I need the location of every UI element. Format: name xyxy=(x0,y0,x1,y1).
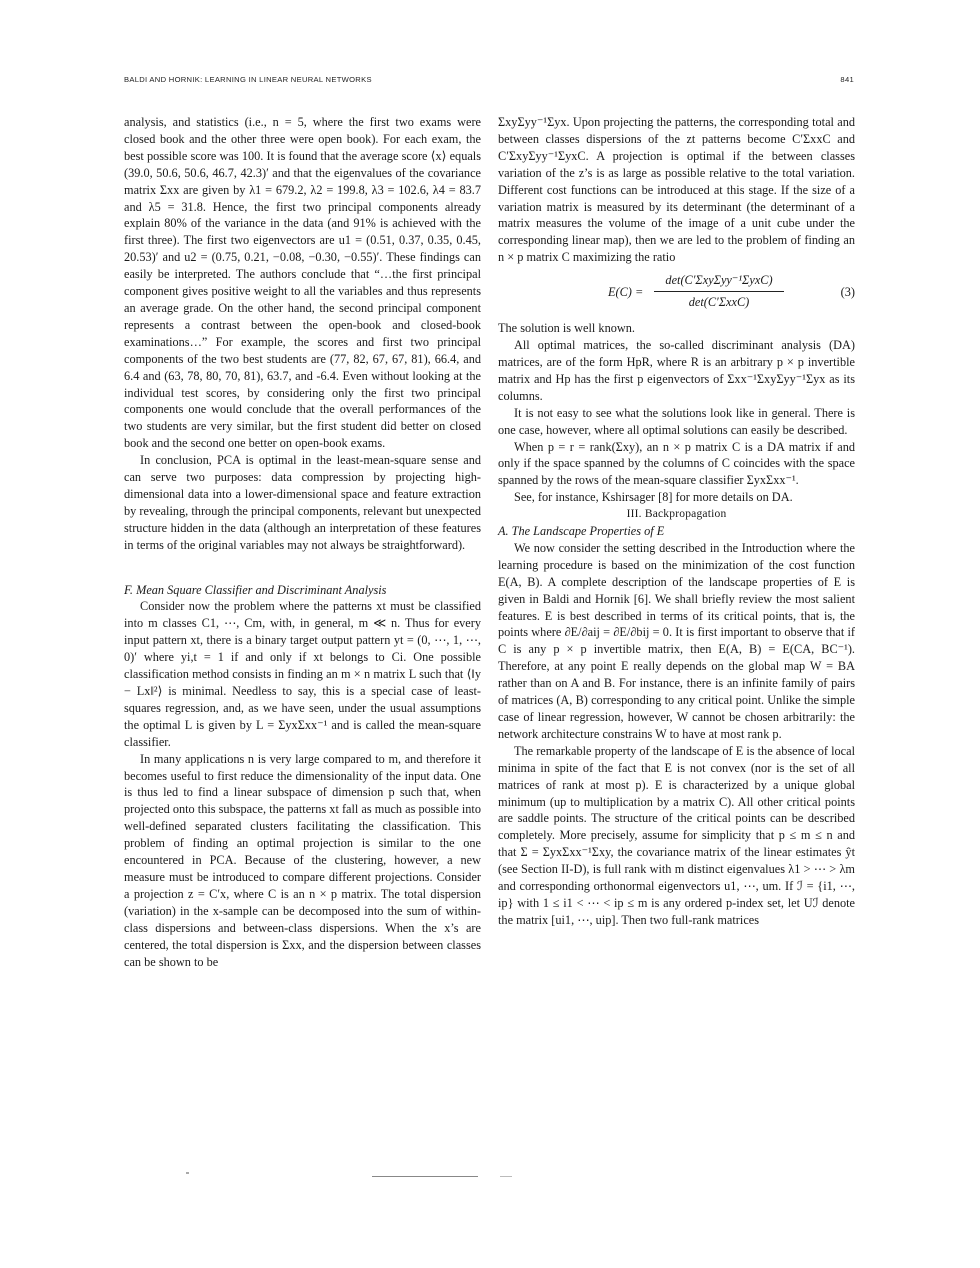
paragraph: ΣxyΣyy⁻¹Σyx. Upon projecting the patterns, the corresponding total and between classes dispersions of the zt patterns become C′ΣxxC and C′ΣxyΣyy⁻¹ΣyxC. A projection is optimal if the between classes variation of the z’s is as large as possible relative to the total variation. Different cost functions can be introduced at this stage. If the size of a variation matrix is measured by its determinant (the determinant of a matrix measures the volume of the image of a unit cube under the corresponding linear map), then we are led to the problem of finding an n × p matrix C maximizing the ratio xyxy=(498,115,855,265)
paragraph: In many applications n is very large compared to m, and therefore it becomes useful to first reduce the dimensionality of the input data. One is thus led to find a linear subspace of dimension p such that, when projected onto this subspace, the patterns xt fall as much as possible into well-defined separated clusters facilitating the classification. This problem of finding an optimal projection is similar to the one encountered in PCA. Because of the clustering, however, a new measure must be introduced to compare different projections. Consider a projection z = C′x, where C is an n × p matrix. The total dispersion (variation) in the x-sample can be decomposed into the sum of within-class dispersions and between-class dispersions. When the x’s are centered, the total dispersion is Σxx, and the dispersion between classes can be shown to be xyxy=(124,751,481,969)
paragraph: All optimal matrices, the so-called discriminant analysis (DA) matrices, are of the form HpR, where R is an arbitrary p × p invertible matrix and Hp has the first p eigenvectors of Σxx⁻¹ΣxyΣyy⁻¹Σyx as its columns. xyxy=(498,338,855,403)
equation-lhs: E(C) = xyxy=(608,285,644,300)
scan-artifact xyxy=(186,1172,189,1174)
equation-denominator: det(C′ΣxxC) xyxy=(688,295,750,310)
paragraph: analysis, and statistics (i.e., n = 5, where the first two exams were closed book and the other three were open book). For each exam, the best possible score was 100. It is found that the average score ⟨x⟩ equals (39.0, 50.6, 50.6, 46.7, 42.3)′ and that the eigenvalues of the covariance matrix Σxx are given by λ1 = 679.2, λ2 = 199.8, λ3 = 102.6, λ4 = 83.7 and λ5 = 31.8. Hence, the first two principal components already explain 80% of the variance in the data (and 91% is achieved with the first three). The first two eigenvectors are u1 = (0.51, 0.37, 0.35, 0.45, 20.53)′ and u2 = (0.75, 0.21, −0.08, −0.30, −0.55)′. These findings can easily be interpreted. The authors conclude that “…the first principal component gives positive weight to all the variables and thus represents an average grade. On the other hand, the second principal component represents a contrast between the open-book and closed-book examinations…” For example, the scores and first two principal components of the two best students are (77, 82, 67, 67, 81), 66.4, and 6.4 and (63, 78, 80, 70, 81), 63.7, and -6.4. Even without looking at the individual test scores, by considering only the first two principal components one would conclude that the overall performances of the two students are very similar, but the first student did better on closed book and the second one better on open-book exams. xyxy=(124,115,481,451)
left-column xyxy=(124,114,481,970)
equation-numerator: det(C′ΣxyΣyy⁻¹ΣyxC) xyxy=(654,272,784,292)
paragraph: See, for instance, Kshirsager [8] for more details on DA. xyxy=(514,490,793,505)
paragraph: When p = r = rank(Σxy), an n × p matrix C is a DA matrix if and only if the space spanned by the columns of C coincides with the space spanned by the rows of the mean-square classifier ΣyxΣxx⁻¹. xyxy=(498,439,855,488)
right-column xyxy=(498,114,855,929)
equation-number: (3) xyxy=(840,285,855,300)
subsection-heading: A. The Landscape Properties of E xyxy=(498,524,665,539)
equation-fraction xyxy=(654,272,784,311)
equation-3 xyxy=(498,272,855,316)
paragraph: It is not easy to see what the solutions look like in general. There is one case, however, where all optimal solutions can easily be described. xyxy=(498,405,855,437)
section-heading: III. Backpropagation xyxy=(626,508,727,521)
paragraph: Consider now the problem where the patterns xt must be classified into m classes C1, ⋯, Cm, with, in general, m ≪ n. Thus for every input pattern xt, there is a binary target output pattern yt = (0, ⋯, 1, ⋯, 0)′ where yi,t = 1 if and only if xt belongs to Ci. One possible classification method consists in finding an m × n matrix L such that ⟨‖y − Lx‖²⟩ is minimal. Needless to say, this is a special case of least-squares regression, and, as we have seen, under the usual assumptions the optimal L is given by L = ΣyxΣxx⁻¹ and is called the mean-square classifier. xyxy=(124,599,481,749)
footer-rule xyxy=(372,1176,478,1177)
paragraph: The solution is well known. xyxy=(498,321,635,336)
running-header xyxy=(124,75,856,91)
spacer xyxy=(124,554,481,582)
running-title: BALDI AND HORNIK: LEARNING IN LINEAR NEURAL NETWORKS xyxy=(124,75,372,84)
scan-artifact xyxy=(500,1176,512,1177)
paragraph: We now consider the setting described in the Introduction where the learning procedure is based on the minimization of the cost function E(A, B). A complete description of the landscape properties of E is given in Baldi and Hornik [6]. We shall briefly review the most salient features. E is best described in terms of its critical points, that is, the points where ∂E/∂aij = ∂E/∂bij = 0. It is first important to observe that if C is any p × p invertible matrix, then E(A, B) = E(CA, BC⁻¹). Therefore, at any point E really depends on the global map W = BA rather than on A and B. For instance, there is an infinite family of pairs of matrices (A, B) corresponding to any critical point. Unlike the simple case of linear regression, however, W cannot be chosen arbitrarily: the network architecture constrains W to have at most rank p. xyxy=(498,540,855,741)
paragraph: The remarkable property of the landscape of E is the absence of local minima in spite of the fact that E is not convex (nor is the set of all matrices of rank at most p). E is characterized by a unique global minimum (up to multiplication by a matrix C). All other critical points are saddle points. The structure of the critical points can be described completely. More precisely, assume for simplicity that p ≤ m ≤ n and that Σ = ΣyxΣxx⁻¹Σxy, the covariance matrix of the linear estimates ŷt (see Section II-D), is full rank with m distinct eigenvalues λ1 > ⋯ > λm and corresponding orthonormal eigenvectors u1, ⋯, um. If ℐ = {i1, ⋯, ip} with 1 ≤ i1 < ⋯ < ip ≤ m is any ordered p-index set, let Uℐ denote the matrix [ui1, ⋯, uip]. Then two full-rank matrices xyxy=(498,743,855,927)
paragraph: In conclusion, PCA is optimal in the least-mean-square sense and can serve two purposes: data compression by projecting high-dimensional data into a lower-dimensional space and feature extraction by revealing, through the principal components, relevant but unexpected structure hidden in the data (although an interpretation of these features in terms of the original variables may not always be straightforward). xyxy=(124,453,481,552)
subsection-heading: F. Mean Square Classifier and Discriminant Analysis xyxy=(124,582,387,597)
page-number: 841 xyxy=(840,75,854,84)
